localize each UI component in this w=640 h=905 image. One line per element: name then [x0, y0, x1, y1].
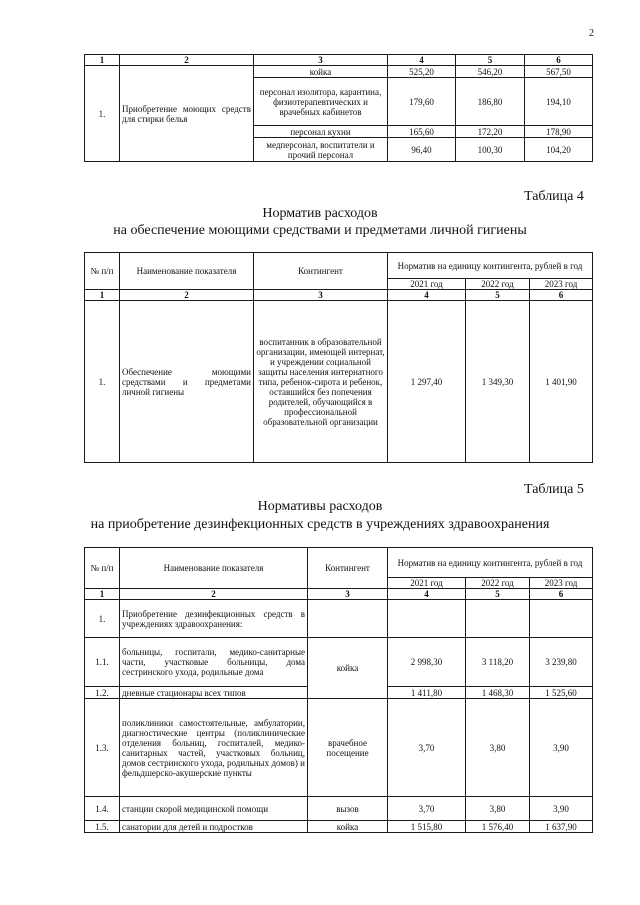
value-cell: 186,80	[456, 78, 525, 126]
value-cell: 3 118,20	[466, 638, 530, 687]
table-row	[85, 821, 593, 833]
table-laundry-detergents	[84, 54, 593, 162]
value-cell: 525,20	[388, 66, 456, 78]
table-hygiene-items	[84, 252, 593, 463]
table-row	[85, 797, 593, 821]
value-cell	[530, 600, 593, 638]
header-year: 2023 год	[530, 279, 593, 290]
header-year: 2021 год	[388, 578, 466, 589]
value-cell: 100,30	[456, 138, 525, 162]
header-norm: Норматив на единицу контингента, рублей в год	[388, 548, 593, 578]
table-row	[85, 66, 593, 78]
table-title: Нормативы расходов	[257, 499, 383, 514]
header-year: 2023 год	[530, 578, 593, 589]
header-indicator: Наименование показателя	[120, 253, 254, 290]
row-number: 1.	[85, 600, 120, 638]
indicator-name: санатории для детей и подростков	[120, 821, 308, 833]
col-number: 2	[120, 290, 254, 301]
table-row	[85, 699, 593, 797]
value-cell: 1 401,90	[530, 301, 593, 463]
col-number: 5	[466, 290, 530, 301]
table-disinfectants	[84, 547, 593, 833]
value-cell: 3 239,80	[530, 638, 593, 687]
value-cell: 1 297,40	[388, 301, 466, 463]
col-number: 3	[308, 589, 388, 600]
row-number: 1.	[85, 301, 120, 463]
table-subtitle: на приобретение дезинфекционных средств в учреждениях здравоохранения	[90, 517, 550, 532]
table-row	[85, 638, 593, 687]
table-row	[85, 600, 593, 638]
row-number: 1.3.	[85, 699, 120, 797]
col-number: 1	[85, 589, 120, 600]
value-cell: 1 349,30	[466, 301, 530, 463]
table-header-row	[85, 290, 593, 301]
table-header-row	[85, 548, 593, 578]
header-number: № п/п	[85, 548, 120, 589]
col-number: 4	[388, 589, 466, 600]
indicator-name: больницы, госпитали, медико-санитарные части, участковые больницы, дома сестринского ухода, родильные дома	[120, 638, 308, 687]
indicator-name: станции скорой медицинской помощи	[120, 797, 308, 821]
value-cell: 3,80	[466, 699, 530, 797]
table-header-row	[85, 253, 593, 279]
table-header-row	[85, 589, 593, 600]
contingent-cell: вызов	[308, 797, 388, 821]
table-row	[85, 301, 593, 463]
row-number: 1.	[85, 66, 120, 162]
header-contingent: Контингент	[308, 548, 388, 589]
value-cell: 96,40	[388, 138, 456, 162]
col-number: 6	[530, 589, 593, 600]
value-cell: 178,90	[525, 126, 593, 138]
value-cell: 194,10	[525, 78, 593, 126]
col-number: 6	[530, 290, 593, 301]
col-number: 4	[388, 55, 456, 66]
value-cell: 3,90	[530, 797, 593, 821]
value-cell: 165,60	[388, 126, 456, 138]
value-cell: 3,90	[530, 699, 593, 797]
contingent-cell	[308, 600, 388, 638]
col-number: 2	[120, 589, 308, 600]
contingent-cell: медперсонал, воспитатели и прочий персонал	[254, 138, 388, 162]
value-cell	[388, 600, 466, 638]
contingent-cell: персонал изолятора, карантина, физиотерапевтических и врачебных кабинетов	[254, 78, 388, 126]
row-number: 1.2.	[85, 687, 120, 699]
header-year: 2022 год	[466, 279, 530, 290]
header-year: 2022 год	[466, 578, 530, 589]
value-cell: 104,20	[525, 138, 593, 162]
header-number: № п/п	[85, 253, 120, 290]
col-number: 4	[388, 290, 466, 301]
col-number: 6	[525, 55, 593, 66]
table-label: Таблица 5	[524, 482, 584, 497]
col-number: 5	[466, 589, 530, 600]
value-cell: 3,80	[466, 797, 530, 821]
row-number: 1.1.	[85, 638, 120, 687]
indicator-name: Обеспечение моющими средствами и предметами личной гигиены	[120, 301, 254, 463]
row-number: 1.4.	[85, 797, 120, 821]
value-cell: 1 468,30	[466, 687, 530, 699]
table-title: Норматив расходов	[262, 206, 378, 221]
header-norm: Норматив на единицу контингента, рублей в год	[388, 253, 593, 279]
value-cell	[466, 600, 530, 638]
value-cell: 2 998,30	[388, 638, 466, 687]
table-label: Таблица 4	[524, 189, 584, 204]
indicator-name: поликлиники самостоятельные, амбулатории, диагностические центры (поликлинические отделения больниц, госпиталей, медико-санитарных частей, участковых больниц, домов сестринского ухода, родильных домов) и фельдшерско-акушерские пункты	[120, 699, 308, 797]
contingent-cell: врачебное посещение	[308, 699, 388, 797]
col-number: 5	[456, 55, 525, 66]
col-number: 3	[254, 55, 388, 66]
header-year: 2021 год	[388, 279, 466, 290]
col-number: 3	[254, 290, 388, 301]
value-cell: 546,20	[456, 66, 525, 78]
value-cell: 3,70	[388, 797, 466, 821]
row-number: 1.5.	[85, 821, 120, 833]
table-subtitle: на обеспечение моющими средствами и предметами личной гигиены	[113, 223, 527, 238]
value-cell: 1 637,90	[530, 821, 593, 833]
contingent-cell: койка	[308, 821, 388, 833]
value-cell: 1 525,60	[530, 687, 593, 699]
value-cell: 1 576,40	[466, 821, 530, 833]
page-number: 2	[589, 28, 594, 39]
header-indicator: Наименование показателя	[120, 548, 308, 589]
value-cell: 1 411,80	[388, 687, 466, 699]
value-cell: 1 515,80	[388, 821, 466, 833]
value-cell: 179,60	[388, 78, 456, 126]
indicator-name: дневные стационары всех типов	[120, 687, 308, 699]
col-number: 1	[85, 290, 120, 301]
contingent-cell: воспитанник в образовательной организации, имеющей интернат, и учреждении социальной защиты населения интернатного типа, ребенок-сирота и ребенок, оставшийся без попечения родителей, обучающийся в профессиональной образовательной организации	[254, 301, 388, 463]
col-number: 1	[85, 55, 120, 66]
value-cell: 172,20	[456, 126, 525, 138]
contingent-cell: койка	[254, 66, 388, 78]
value-cell: 567,50	[525, 66, 593, 78]
header-contingent: Контингент	[254, 253, 388, 290]
contingent-cell: персонал кухни	[254, 126, 388, 138]
value-cell: 3,70	[388, 699, 466, 797]
table-header-row	[85, 55, 593, 66]
col-number: 2	[120, 55, 254, 66]
contingent-cell: койка	[308, 638, 388, 699]
indicator-name: Приобретение дезинфекционных средств в учреждениях здравоохранения:	[120, 600, 308, 638]
indicator-name: Приобретение моющих средств для стирки белья	[120, 66, 254, 162]
